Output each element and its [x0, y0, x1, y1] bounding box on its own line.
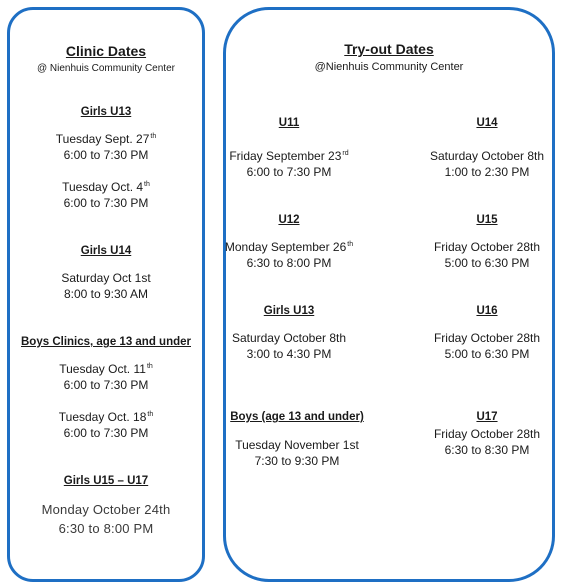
tryout-time: 1:00 to 2:30 PM	[444, 165, 530, 179]
tryout-time: 3:00 to 4:30 PM	[246, 347, 332, 361]
tryout-group-heading: U14	[476, 117, 498, 129]
clinic-group-heading: Girls U15 – U17	[63, 475, 149, 487]
tryout-day: Tuesday November 1st	[235, 438, 359, 452]
clinic-session-time: 6:00 to 7:30 PM	[63, 378, 149, 392]
tryout-day: Friday October 28th	[433, 240, 541, 254]
tryout-day: Saturday October 8th	[231, 331, 347, 345]
clinic-session-time: 6:00 to 7:30 PM	[63, 196, 149, 210]
tryout-time: 5:00 to 6:30 PM	[444, 347, 530, 361]
clinic-session-day: Saturday Oct 1st	[61, 271, 151, 285]
tryout-day: Friday September 23rd	[229, 149, 349, 163]
clinic-session-time: 6:30 to 8:00 PM	[58, 521, 154, 536]
tryout-time: 5:00 to 6:30 PM	[444, 256, 530, 270]
tryout-group-heading: Girls U13	[263, 305, 315, 317]
tryout-group-heading: Boys (age 13 and under)	[230, 411, 364, 423]
tryout-title: Try-out Dates	[344, 41, 434, 57]
clinic-session-day: Tuesday Oct. 18th	[58, 410, 154, 424]
clinic-group-heading: Boys Clinics, age 13 and under	[21, 336, 191, 348]
clinic-session-day: Tuesday Oct. 4th	[62, 180, 150, 194]
clinic-group-heading: Girls U14	[80, 245, 132, 257]
tryout-day: Saturday October 8th	[429, 149, 545, 163]
tryout-location: @Nienhuis Community Center	[314, 61, 464, 73]
clinic-session-day: Tuesday Oct. 11th	[59, 362, 153, 376]
tryout-group-heading: U16	[476, 305, 498, 317]
tryout-time: 7:30 to 9:30 PM	[254, 454, 340, 468]
tryout-time: 6:30 to 8:30 PM	[444, 443, 530, 457]
clinic-session-time: 8:00 to 9:30 AM	[63, 287, 149, 301]
tryout-time: 6:30 to 8:00 PM	[246, 256, 332, 270]
clinic-session-day: Monday October 24th	[41, 502, 171, 517]
tryout-group-heading: U15	[476, 214, 498, 226]
tryout-group-heading: U12	[278, 214, 300, 226]
clinic-session-time: 6:00 to 7:30 PM	[63, 148, 149, 162]
tryout-group-heading: U11	[278, 117, 300, 129]
tryout-time: 6:00 to 7:30 PM	[246, 165, 332, 179]
clinic-session-time: 6:00 to 7:30 PM	[63, 426, 149, 440]
clinic-group-heading: Girls U13	[80, 106, 132, 118]
tryout-day: Friday October 28th	[433, 427, 541, 441]
clinic-title: Clinic Dates	[65, 43, 147, 59]
clinic-session-day: Tuesday Sept. 27th	[55, 132, 157, 146]
tryout-dates-panel	[223, 7, 555, 582]
clinic-location: @ Nienhuis Community Center	[37, 63, 175, 74]
tryout-day: Monday September 26th	[224, 240, 354, 254]
tryout-day: Friday October 28th	[433, 331, 541, 345]
tryout-group-heading: U17	[476, 411, 498, 423]
